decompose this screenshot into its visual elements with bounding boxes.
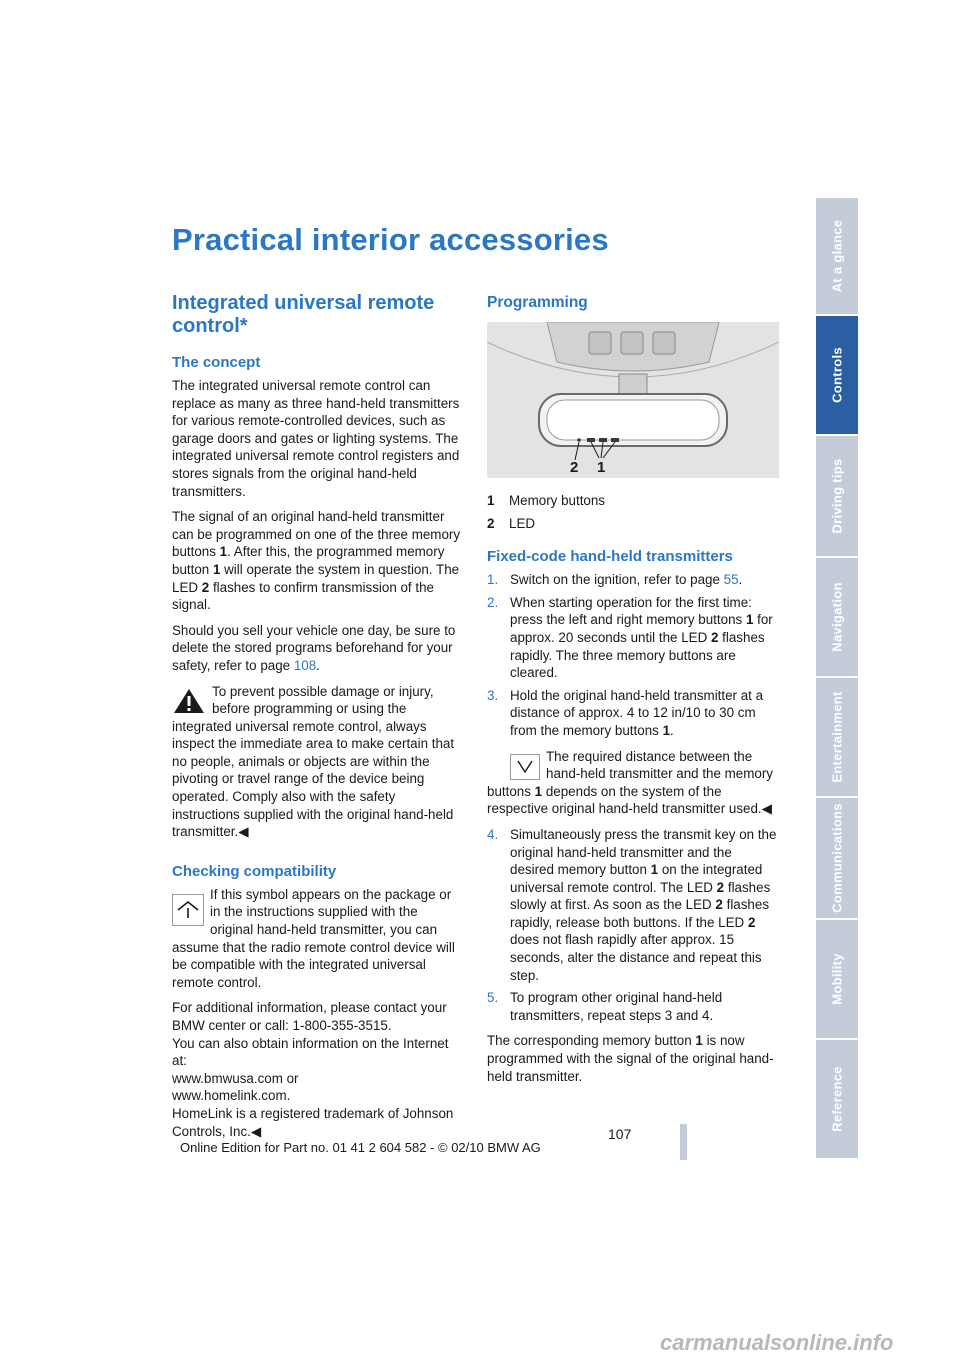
legend-item: 2 LED: [487, 515, 536, 531]
link-homelink[interactable]: www.homelink.com.: [172, 1088, 291, 1104]
warning-note: To prevent possible damage or injury, before programming or using the integrated universal remote control, always inspect the immediate area to make certain that no people, animals or objects are within the pivoting or travel range of the device being operated. Comply also with the safety instructions supplied with the original hand-held transmitter.◀: [172, 683, 455, 840]
tab-reference[interactable]: Reference: [816, 1040, 858, 1160]
step-1: 1. Switch on the ignition, refer to page 55.: [487, 572, 743, 588]
page-number: 107: [608, 1126, 632, 1142]
chapter-tabs: [816, 198, 858, 1160]
tab-mobility[interactable]: Mobility: [816, 920, 858, 1040]
page-link-108[interactable]: 108: [293, 657, 317, 673]
tab-controls[interactable]: Controls: [816, 316, 858, 436]
compatibility-paragraph-1: If this symbol appears on the package or in the instructions supplied with the original hand-held transmitter, you can assume that the radio remote control device will be compatible with the integrated universal remote control.: [172, 886, 455, 990]
tab-at-a-glance[interactable]: At a glance: [816, 198, 858, 316]
tab-communications[interactable]: Communications: [816, 798, 858, 920]
link-bmwusa[interactable]: www.bmwusa.com or: [172, 1070, 299, 1086]
left-column: [172, 292, 464, 1148]
subheading-fixed-code: Fixed-code hand-held transmitters: [487, 548, 733, 566]
tab-driving-tips[interactable]: Driving tips: [816, 436, 858, 558]
diagram-callout-2: 2: [570, 459, 579, 476]
compatibility-contact: For additional information, please contact your BMW center or call: 1-800-355-3515. You can also obtain information on the Internet at: www.bmwusa.com or www.homelink.com. HomeLink is a registered trademark of Johnson Controls, Inc.◀: [172, 1000, 454, 1139]
subheading-concept: The concept: [172, 354, 261, 371]
distance-note: The required distance between the hand-held transmitter and the memory buttons 1 depends on the system of the respective original hand-held transmitter used.◀: [487, 748, 774, 817]
footer-edition: Online Edition for Part no. 01 41 2 604 582 - © 02/10 BMW AG: [180, 1140, 541, 1155]
tab-entertainment[interactable]: Entertainment: [816, 678, 858, 798]
step-2: 2. When starting operation for the first time: press the left and right memory buttons 1 for approx. 20 seconds until the LED 2 flashes rapidly. The three memory buttons are cleared.: [487, 594, 773, 681]
subheading-programming: Programming: [487, 294, 588, 311]
warning-triangle-icon: [172, 687, 206, 715]
page-link-55[interactable]: 55: [723, 572, 739, 588]
homelink-house-icon: [172, 894, 204, 926]
diagram-legend: [487, 492, 779, 532]
step-5: 5. To program other original hand-held transmitters, repeat steps 3 and 4.: [487, 990, 723, 1023]
right-column: [487, 294, 779, 1093]
concept-paragraph-3: Should you sell your vehicle one day, be sure to delete the stored programs beforehand for your safety, refer to page 108.: [172, 622, 456, 673]
diagram-callout-1: 1: [597, 459, 606, 476]
watermark: carmanualsonline.info: [660, 1330, 894, 1355]
step-4: 4. Simultaneously press the transmit key on the original hand-held transmitter and the desired memory button 1 on the integrated universal remote control. The LED 2 flashes slowly at first. As soon as the LED 2 flashes rapidly, release both buttons. If the LED 2 does not flash rapidly after approx. 15 seconds, alter the distance and repeat this step.: [487, 826, 777, 983]
concept-paragraph-2: The signal of an original hand-held transmitter can be programmed on one of the three memory buttons 1. After this, the programmed memory button 1 will operate the system in question. The LED 2 flashes to confirm transmission of the signal.: [172, 509, 461, 613]
page-title: Practical interior accessories: [172, 222, 609, 257]
note-arrow-icon: [510, 754, 540, 780]
tab-navigation[interactable]: Navigation: [816, 558, 858, 678]
programming-steps: [487, 571, 779, 739]
subheading-compatibility: Checking compatibility: [172, 862, 337, 880]
closing-paragraph: The corresponding memory button 1 is now programmed with the signal of the original hand-held transmitter.: [487, 1033, 774, 1084]
section-heading-remote-control: Integrated universal remote control*: [172, 292, 435, 337]
programming-steps-continued: [487, 826, 779, 1025]
rearview-mirror-diagram: [487, 322, 779, 478]
concept-paragraph-1: The integrated universal remote control can replace as many as three hand-held transmitters for various remote-controlled devices, such as garage doors and gates or lighting systems. The integrated universal remote control registers and stores signals from the original hand-held transmitters.: [172, 378, 460, 499]
step-3: 3. Hold the original hand-held transmitter at a distance of approx. 4 to 12 in/10 to 30 cm from the memory buttons 1.: [487, 687, 764, 738]
page-number-bar: [680, 1124, 687, 1160]
legend-item: 1 Memory buttons: [487, 493, 606, 508]
